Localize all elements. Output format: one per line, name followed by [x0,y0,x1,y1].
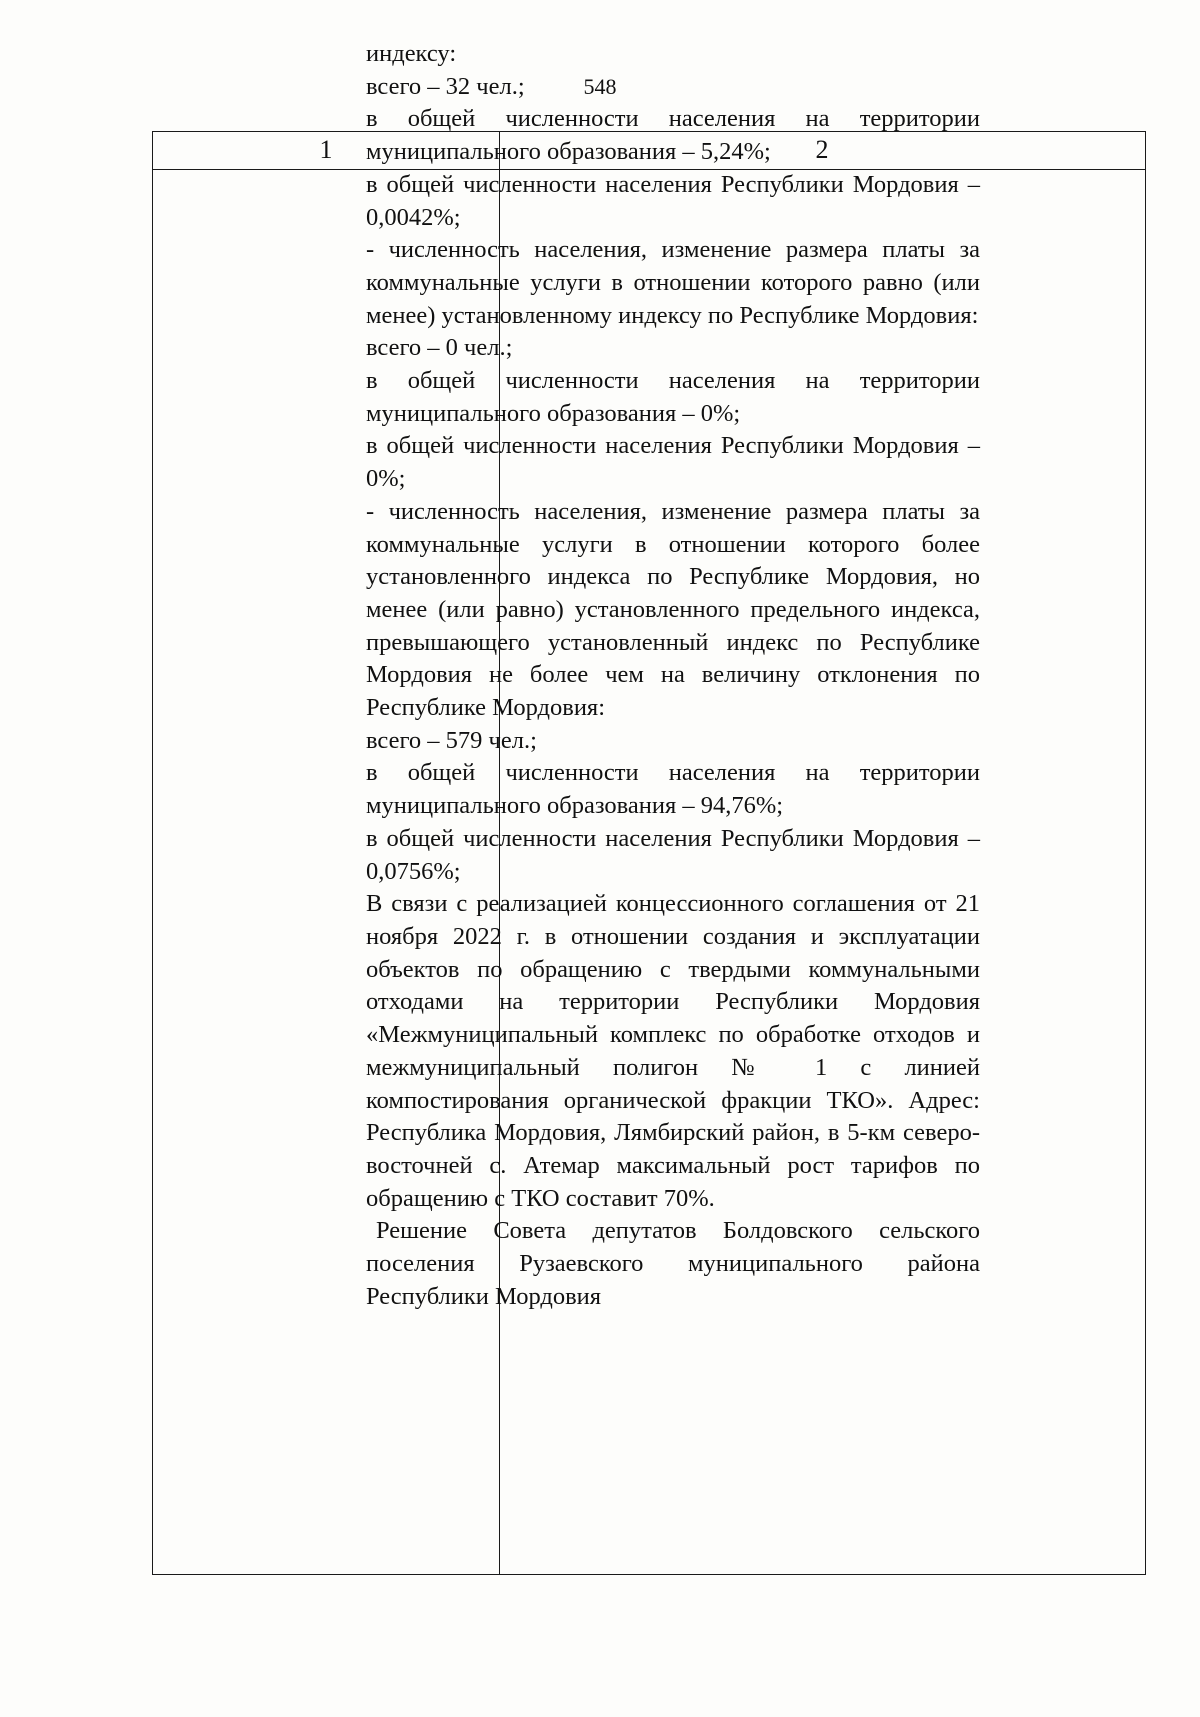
header-cell-1: 1 [319,135,333,164]
paragraph: в общей численности населения Республики Мордовия – 0%; [366,432,980,493]
paragraph: - численность населения, изменение размера платы за коммунальные услуги в отношении которого более установленного индекса по Республике Мордовия, но менее (или равно) установленного предельного индекса, превышающего установленный индекс по Республике Мордовия не более чем на величину отклонения по Республике Мордовия: [366,497,980,722]
paragraph: индексу: [366,40,457,67]
page-number: 548 [583,74,617,99]
paragraph: в общей численности населения Республики Мордовия – 0,0042%; [366,170,980,231]
paragraph: В связи с реализацией концессионного соглашения от 21 ноября 2022 г. в отношении создания и эксплуатации объектов по обращению с твердыми коммунальными отходами на территории Республики Мордовия «Межмуниципальный комплекс по обработке отходов и межмуниципальный полигон № 1 с линией компостирования органической фракции ТКО». Адрес: Республика Мордовия, Лямбирский район, в 5-км северо-восточней с. Атемар максимальный рост тарифов по обращению с ТКО составит 70%. [366,890,980,1212]
paragraph: в общей численности населения на территории муниципального образования – 5,24%; [366,105,980,166]
paragraph: - численность населения, изменение размера платы за коммунальные услуги в отношении которого равно (или менее) установленному индексу по Республике Мордовия: [366,236,980,329]
paragraph: в общей численности населения на территории муниципального образования – 0%; [366,367,980,427]
paragraph: всего – 0 чел.; [366,334,513,362]
paragraph: Решение Совета депутатов Болдовского сельского поселения Рузаевского муниципального района Республики Мордовия [366,1217,980,1310]
header-cell-2: 2 [815,135,829,164]
column-2-content [366,38,980,1313]
paragraph: всего – 579 чел.; [366,726,537,754]
paragraph: в общей численности населения на территории муниципального образования – 94,76%; [366,759,980,820]
paragraph: всего – 32 чел.; [366,72,525,100]
paragraph: в общей численности населения Республики Мордовия – 0,0756%; [366,824,980,885]
